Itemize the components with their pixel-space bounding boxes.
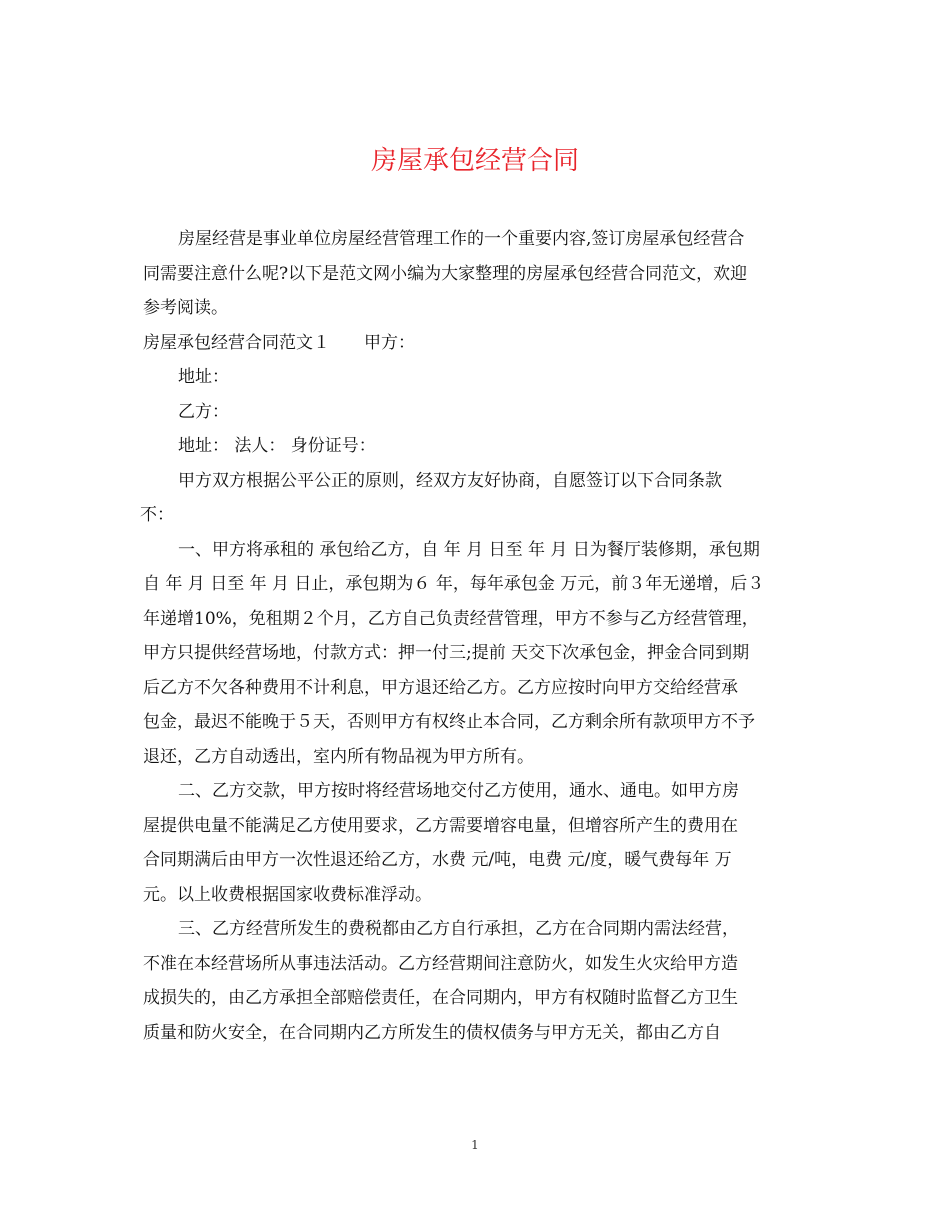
preamble-line: 不： [140, 505, 174, 525]
sample-title: 房屋承包经营合同范文１ [143, 332, 330, 353]
party-b-label: 乙方： [178, 401, 229, 422]
clause-1-line: 后乙方不欠各种费用不计利息，甲方退还给乙方。乙方应按时向甲方交给经营承 [143, 677, 738, 698]
party-a-label: 甲方： [364, 332, 415, 353]
clause-2-line: 元。以上收费根据国家收费标准浮动。 [143, 884, 432, 905]
clause-2-line: 合同期满后由甲方一次性退还给乙方，水费 元/吨，电费 元/度，暖气费每年 万 [143, 850, 732, 870]
intro-line: 参考阅读。 [143, 298, 228, 318]
clause-3-line: 不准在本经营场所从事违法活动。乙方经营期间注意防火，如发生火灾给甲方造 [143, 953, 738, 974]
clause-2-line: 屋提供电量不能满足乙方使用要求，乙方需要增容电量，但增容所产生的费用在 [143, 815, 738, 836]
intro-line: 同需要注意什么呢?以下是范文网小编为大家整理的房屋承包经营合同范文，欢迎 [143, 263, 748, 284]
clause-1-line: 自 年 月 日至 年 月 日止，承包期为６ 年，每年承包金 万元，前３年无递增，后３ [143, 574, 765, 594]
clause-1-line: 退还，乙方自动透出，室内所有物品视为甲方所有。 [143, 746, 534, 767]
preamble-line: 甲方双方根据公平公正的原则，经双方友好协商，自愿签订以下合同条款 [178, 470, 722, 491]
intro-line: 房屋经营是事业单位房屋经营管理工作的一个重要内容,签订房屋承包经营合 [178, 229, 745, 249]
page-number: 1 [471, 1138, 479, 1152]
clause-1-line: 一、甲方将承租的 承包给乙方，自 年 月 日至 年 月 日为餐厅装修期，承包期 [178, 539, 760, 560]
clause-1-line: 年递增10%，免租期２个月，乙方自己负责经营管理，甲方不参与乙方经营管理， [143, 608, 759, 629]
clause-1-line: 甲方只提供经营场地，付款方式：押一付三;提前 天交下次承包金，押金合同到期 [143, 643, 750, 663]
address-line: 地址： [178, 367, 229, 387]
clause-2-line: 二、乙方交款，甲方按时将经营场地交付乙方使用，通水、通电。如甲方房 [178, 781, 739, 801]
document-body [140, 222, 810, 1050]
sample-heading-line [143, 326, 810, 361]
clause-3-line: 三、乙方经营所发生的费税都由乙方自行承担，乙方在合同期内需法经营， [178, 919, 739, 939]
address-line: 地址： 法人： 身份证号： [178, 436, 376, 456]
document-title: 房屋承包经营合同 [370, 146, 579, 176]
clause-3-line: 质量和防火安全，在合同期内乙方所发生的债权债务与甲方无关，都由乙方自 [143, 1022, 721, 1043]
clause-1-line: 包金，最迟不能晚于５天，否则甲方有权终止本合同，乙方剩余所有款项甲方不予 [143, 712, 755, 732]
clause-3-line: 成损失的，由乙方承担全部赔偿责任，在合同期内，甲方有权随时监督乙方卫生 [143, 988, 738, 1008]
